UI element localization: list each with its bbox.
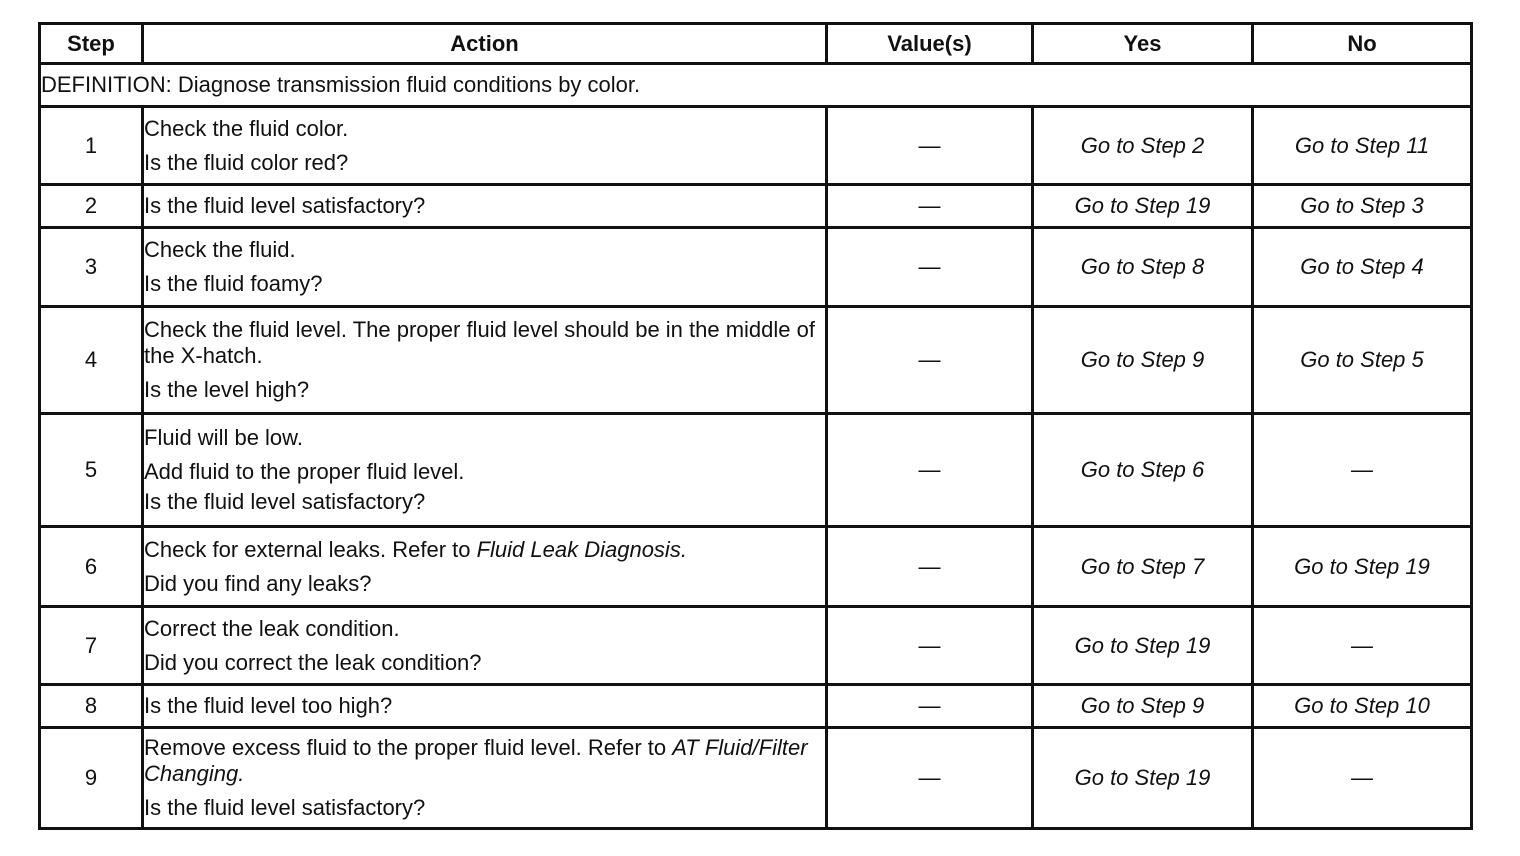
value-dash: — [918,193,941,218]
action-cell [143,607,827,685]
no-dash: — [1253,728,1472,829]
action-question: Is the fluid color red? [144,149,349,175]
action-text-prefix: Remove excess fluid to the proper fluid level. Refer to [144,735,673,760]
definition-text: DEFINITION: Diagnose transmission fluid conditions by color. [40,64,1472,107]
action-question: Is the fluid level satisfactory? [144,193,426,218]
table-row [40,607,1472,685]
step-number: 3 [40,228,143,307]
no-link[interactable]: Go to Step 19 [1253,527,1472,607]
action-question: Is the fluid level satisfactory? [144,489,426,514]
value-dash: — [918,347,941,372]
action-cell [143,414,827,527]
action-text [144,735,825,787]
action-cell [143,228,827,307]
fluid-leak-diagnosis-reference[interactable]: Fluid Leak Diagnosis. [476,536,687,562]
at-fluid-filter-changing-reference[interactable]: AT Fluid/Filter Changing. [144,735,808,786]
value-cell [827,307,1033,414]
table-row [40,685,1472,728]
action-text: Check the fluid. [144,237,296,262]
action-cell [143,685,827,728]
value-dash: — [918,553,941,579]
action-question: Is the level high? [144,377,310,402]
definition-row [40,64,1472,107]
step-number: 5 [40,414,143,527]
yes-link[interactable]: Go to Step 19 [1033,185,1253,228]
table-row [40,307,1472,414]
step-number: 9 [40,728,143,829]
yes-link[interactable]: Go to Step 19 [1033,607,1253,685]
table-row [40,185,1472,228]
header-values: Value(s) [827,24,1033,64]
value-dash: — [918,457,941,482]
header-step: Step [40,24,143,64]
no-link[interactable]: Go to Step 3 [1253,185,1472,228]
no-dash: — [1253,414,1472,527]
diagnostic-table [38,22,1473,830]
header-row [40,24,1472,64]
header-no: No [1253,24,1472,64]
value-dash: — [918,765,941,790]
step-number: 6 [40,527,143,607]
action-text [144,537,825,563]
action-text: Correct the leak condition. [144,615,400,641]
yes-link[interactable]: Go to Step 9 [1033,685,1253,728]
no-link[interactable]: Go to Step 11 [1253,107,1472,185]
value-cell [827,185,1033,228]
table-row [40,107,1472,185]
yes-link[interactable]: Go to Step 9 [1033,307,1253,414]
action-question: Did you correct the leak condition? [144,649,482,675]
no-link[interactable]: Go to Step 10 [1253,685,1472,728]
step-number: 4 [40,307,143,414]
value-cell [827,228,1033,307]
value-cell [827,527,1033,607]
action-cell [143,728,827,829]
value-dash: — [918,132,941,158]
table-row [40,728,1472,829]
action-cell [143,307,827,414]
value-cell [827,414,1033,527]
yes-link[interactable]: Go to Step 2 [1033,107,1253,185]
value-dash: — [918,693,941,718]
value-cell [827,607,1033,685]
step-number: 8 [40,685,143,728]
no-link[interactable]: Go to Step 5 [1253,307,1472,414]
action-question: Is the fluid foamy? [144,271,323,296]
step-number: 1 [40,107,143,185]
header-yes: Yes [1033,24,1253,64]
table-row [40,414,1472,527]
step-number: 2 [40,185,143,228]
step-number: 7 [40,607,143,685]
value-cell [827,728,1033,829]
value-cell [827,107,1033,185]
table-row [40,228,1472,307]
yes-link[interactable]: Go to Step 7 [1033,527,1253,607]
action-text-prefix: Check for external leaks. Refer to [144,536,477,562]
action-text: Add fluid to the proper fluid level. [144,459,465,484]
header-action: Action [143,24,827,64]
action-text: Check the fluid level. The proper fluid level should be in the middle of the X-hatch. [144,317,815,368]
action-text: Fluid will be low. [144,425,303,450]
yes-link[interactable]: Go to Step 19 [1033,728,1253,829]
value-dash: — [918,254,941,279]
action-cell [143,107,827,185]
action-cell [143,185,827,228]
value-cell [827,685,1033,728]
table-row [40,527,1472,607]
value-dash: — [918,632,941,658]
yes-link[interactable]: Go to Step 6 [1033,414,1253,527]
no-link[interactable]: Go to Step 4 [1253,228,1472,307]
no-dash: — [1253,607,1472,685]
action-question: Is the fluid level too high? [144,693,393,718]
action-cell [143,527,827,607]
action-question: Is the fluid level satisfactory? [144,795,426,820]
action-text: Check the fluid color. [144,115,349,141]
action-question: Did you find any leaks? [144,570,372,596]
yes-link[interactable]: Go to Step 8 [1033,228,1253,307]
